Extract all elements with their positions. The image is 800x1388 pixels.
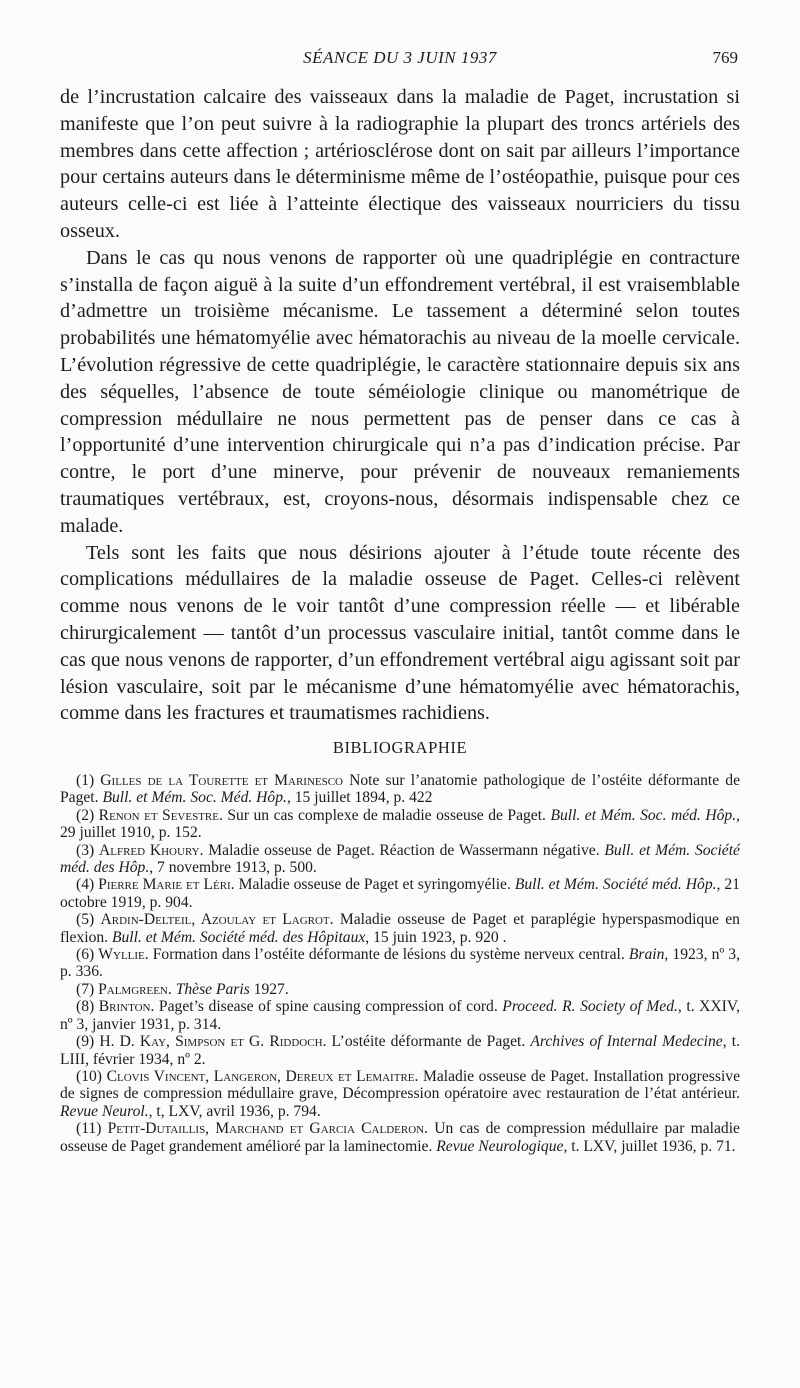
ref-details: 1927.	[249, 980, 289, 998]
ref-number: (6)	[76, 946, 95, 964]
ref-text: Maladie osseuse de Paget et paraplégie hyperspasmodique en flexion.	[60, 911, 740, 946]
ref-details: , 29 juillet 1910, p. 152.	[60, 806, 740, 842]
ref-journal: Bull. et Mém. Société méd. Hôp.	[514, 876, 717, 894]
ref-details: , t. LIII, février 1934, nº 2.	[60, 1033, 741, 1068]
body-paragraph: de l’incrustation calcaire des vaisseaux dans la maladie de Paget, incrustation si manifeste que l’on peut suivre à la radiographie la plupart des troncs artériels des membres dans cette affection ; artériosclérose dont on sait par ailleurs l’importance pour certains auteurs dans le déterminisme même de l’ostéopathie, puisque pour ces auteurs celle-ci est liée à l’atteinte électique des vaisseaux nourriciers du tissu osseux.	[60, 86, 740, 242]
ref-number: (7)	[76, 980, 95, 998]
ref-authors: Alfred Khoury.	[98, 841, 204, 859]
ref-authors: Brinton.	[98, 998, 155, 1016]
ref-details: , t, LXV, avril 1936, p. 794.	[148, 1102, 321, 1120]
reference-item	[60, 911, 740, 946]
ref-number: (9)	[76, 1033, 95, 1051]
ref-journal: Brain	[628, 946, 665, 964]
reference-item	[60, 981, 740, 998]
ref-number: (5)	[76, 911, 95, 929]
ref-journal: Bull. et Mém. Soc. Méd. Hôp.	[102, 789, 287, 807]
ref-text: Paget’s disease of spine causing compression of cord.	[154, 998, 503, 1016]
reference-item	[60, 998, 740, 1033]
ref-journal: Proceed. R. Society of Med.	[502, 998, 678, 1016]
page-number: 769	[712, 48, 738, 67]
ref-authors: Renon et Sevestre.	[98, 806, 223, 824]
ref-number: (10)	[76, 1067, 102, 1085]
ref-details: , 15 juillet 1894, p. 422	[286, 789, 433, 807]
ref-journal: Revue Neurol.	[60, 1102, 149, 1120]
bibliography-list	[60, 772, 740, 1155]
ref-details: , 15 juin 1923, p. 920 .	[365, 928, 507, 946]
ref-text: Maladie osseuse de Paget. Réaction de Wassermann négative.	[203, 841, 605, 859]
ref-details: , t. LXV, juillet 1936, p. 71.	[563, 1137, 736, 1155]
ref-authors: Wyllie.	[98, 946, 149, 964]
ref-text: Note sur l’anatomie pathologique de l’ostéite déformante de Paget.	[60, 772, 740, 807]
ref-authors: Clovis Vincent, Langeron, Dereux et Lemaitre.	[106, 1067, 419, 1085]
ref-details: , 21 octobre 1919, p. 904.	[60, 876, 740, 911]
running-title: SÉANCE DU 3 JUIN 1937	[303, 48, 497, 67]
reference-item	[60, 946, 740, 981]
ref-number: (3)	[76, 841, 95, 859]
ref-number: (1)	[76, 772, 95, 789]
ref-text: Maladie osseuse de Paget. Installation progressive de signes de compression médullaire grave, Décompression opératoire avec restauration de l’état antérieur.	[60, 1067, 740, 1103]
ref-text: Formation dans l’ostéite déformante de lésions du système nerveux central.	[148, 946, 629, 964]
ref-number: (8)	[76, 998, 95, 1016]
ref-authors: Pierre Marie et Léri.	[98, 876, 235, 894]
running-header	[60, 48, 740, 76]
body-paragraph: Tels sont les faits que nous désirions ajouter à l’étude toute récente des complications médullaires de la maladie osseuse de Paget. Celles-ci relèvent comme nous venons de le voir tantôt d’une compression réelle — et libérable chirurgicalement — tantôt d’un processus vasculaire initial, tantôt comme dans le cas que nous venons de rapporter, d’un effondrement vertébral aigu agissant soit par lésion vasculaire, soit par le mécanisme d’une hématomyélie avec hématorachis, comme dans les fractures et traumatismes rachidiens.	[60, 541, 740, 725]
article-body	[60, 84, 740, 727]
ref-journal: Bull. et Mém. Soc. méd. Hôp.	[550, 806, 737, 824]
body-paragraph: Dans le cas qu nous venons de rapporter où une quadriplégie en contracture s’installa de façon aiguë à la suite d’un effondrement vertébral, il est vraisemblable d’admettre un troisième mécanisme. Le tassement a déterminé selon toutes probabilités une hématomyélie avec hématorachis au niveau de la moelle cervicale. L’évolution régressive de cette quadriplégie, le caractère stationnaire depuis six ans des séquelles, l’absence de toute séméiologie clinique ou manométrique de compression médullaire ne nous permettent pas de penser dans ce cas à l’opportunité d’une intervention chirurgicale qui n’a pas d’indication précise. Par contre, le port d’une minerve, pour prévenir de nouveaux remaniements traumatiques vertébraux, est, croyons-nous, désormais indispensable chez ce malade.	[60, 246, 740, 537]
ref-text: Sur un cas complexe de maladie osseuse de Paget.	[222, 806, 551, 824]
ref-journal: Thèse Paris	[175, 980, 250, 998]
ref-details: , 7 novembre 1913, p. 500.	[149, 859, 317, 877]
reference-item	[60, 842, 740, 877]
ref-details: , t. XXIV, nº 3, janvier 1931, p. 314.	[60, 998, 740, 1033]
reference-item	[60, 1068, 740, 1120]
ref-authors: Ardin-Delteil, Azoulay et Lagrot.	[100, 911, 334, 929]
ref-text: Maladie osseuse de Paget et syringomyélie.	[234, 876, 515, 894]
ref-number: (2)	[76, 806, 95, 824]
reference-item	[60, 807, 740, 842]
ref-number: (4)	[76, 876, 95, 894]
ref-text: Un cas de compression médullaire par maladie osseuse de Paget grandement amélioré par la laminectomie.	[60, 1120, 740, 1155]
reference-item	[60, 1033, 740, 1068]
reference-item	[60, 772, 740, 807]
ref-journal: Archives of Internal Medecine	[530, 1033, 723, 1051]
ref-authors: Gilles de la Tourette et Marinesco	[100, 772, 344, 789]
ref-authors: Petit-Dutaillis, Marchand et Garcia Calderon.	[107, 1120, 428, 1138]
reference-item	[60, 876, 740, 911]
ref-text: L’ostéite déformante de Paget.	[326, 1033, 531, 1051]
ref-authors: Palmgreen.	[98, 980, 172, 998]
ref-journal: Bull. et Mém. Société méd. des Hôp.	[60, 841, 740, 877]
reference-item	[60, 1120, 740, 1155]
ref-authors: H. D. Kay, Simpson et G. Riddoch.	[99, 1033, 327, 1051]
ref-number: (11)	[76, 1120, 102, 1138]
ref-journal: Revue Neurologique	[436, 1137, 564, 1155]
ref-journal: Bull. et Mém. Société méd. des Hôpitaux	[111, 928, 366, 946]
bibliography-heading: BIBLIOGRAPHIE	[332, 738, 468, 757]
ref-details: , 1923, nº 3, p. 336.	[60, 946, 740, 981]
